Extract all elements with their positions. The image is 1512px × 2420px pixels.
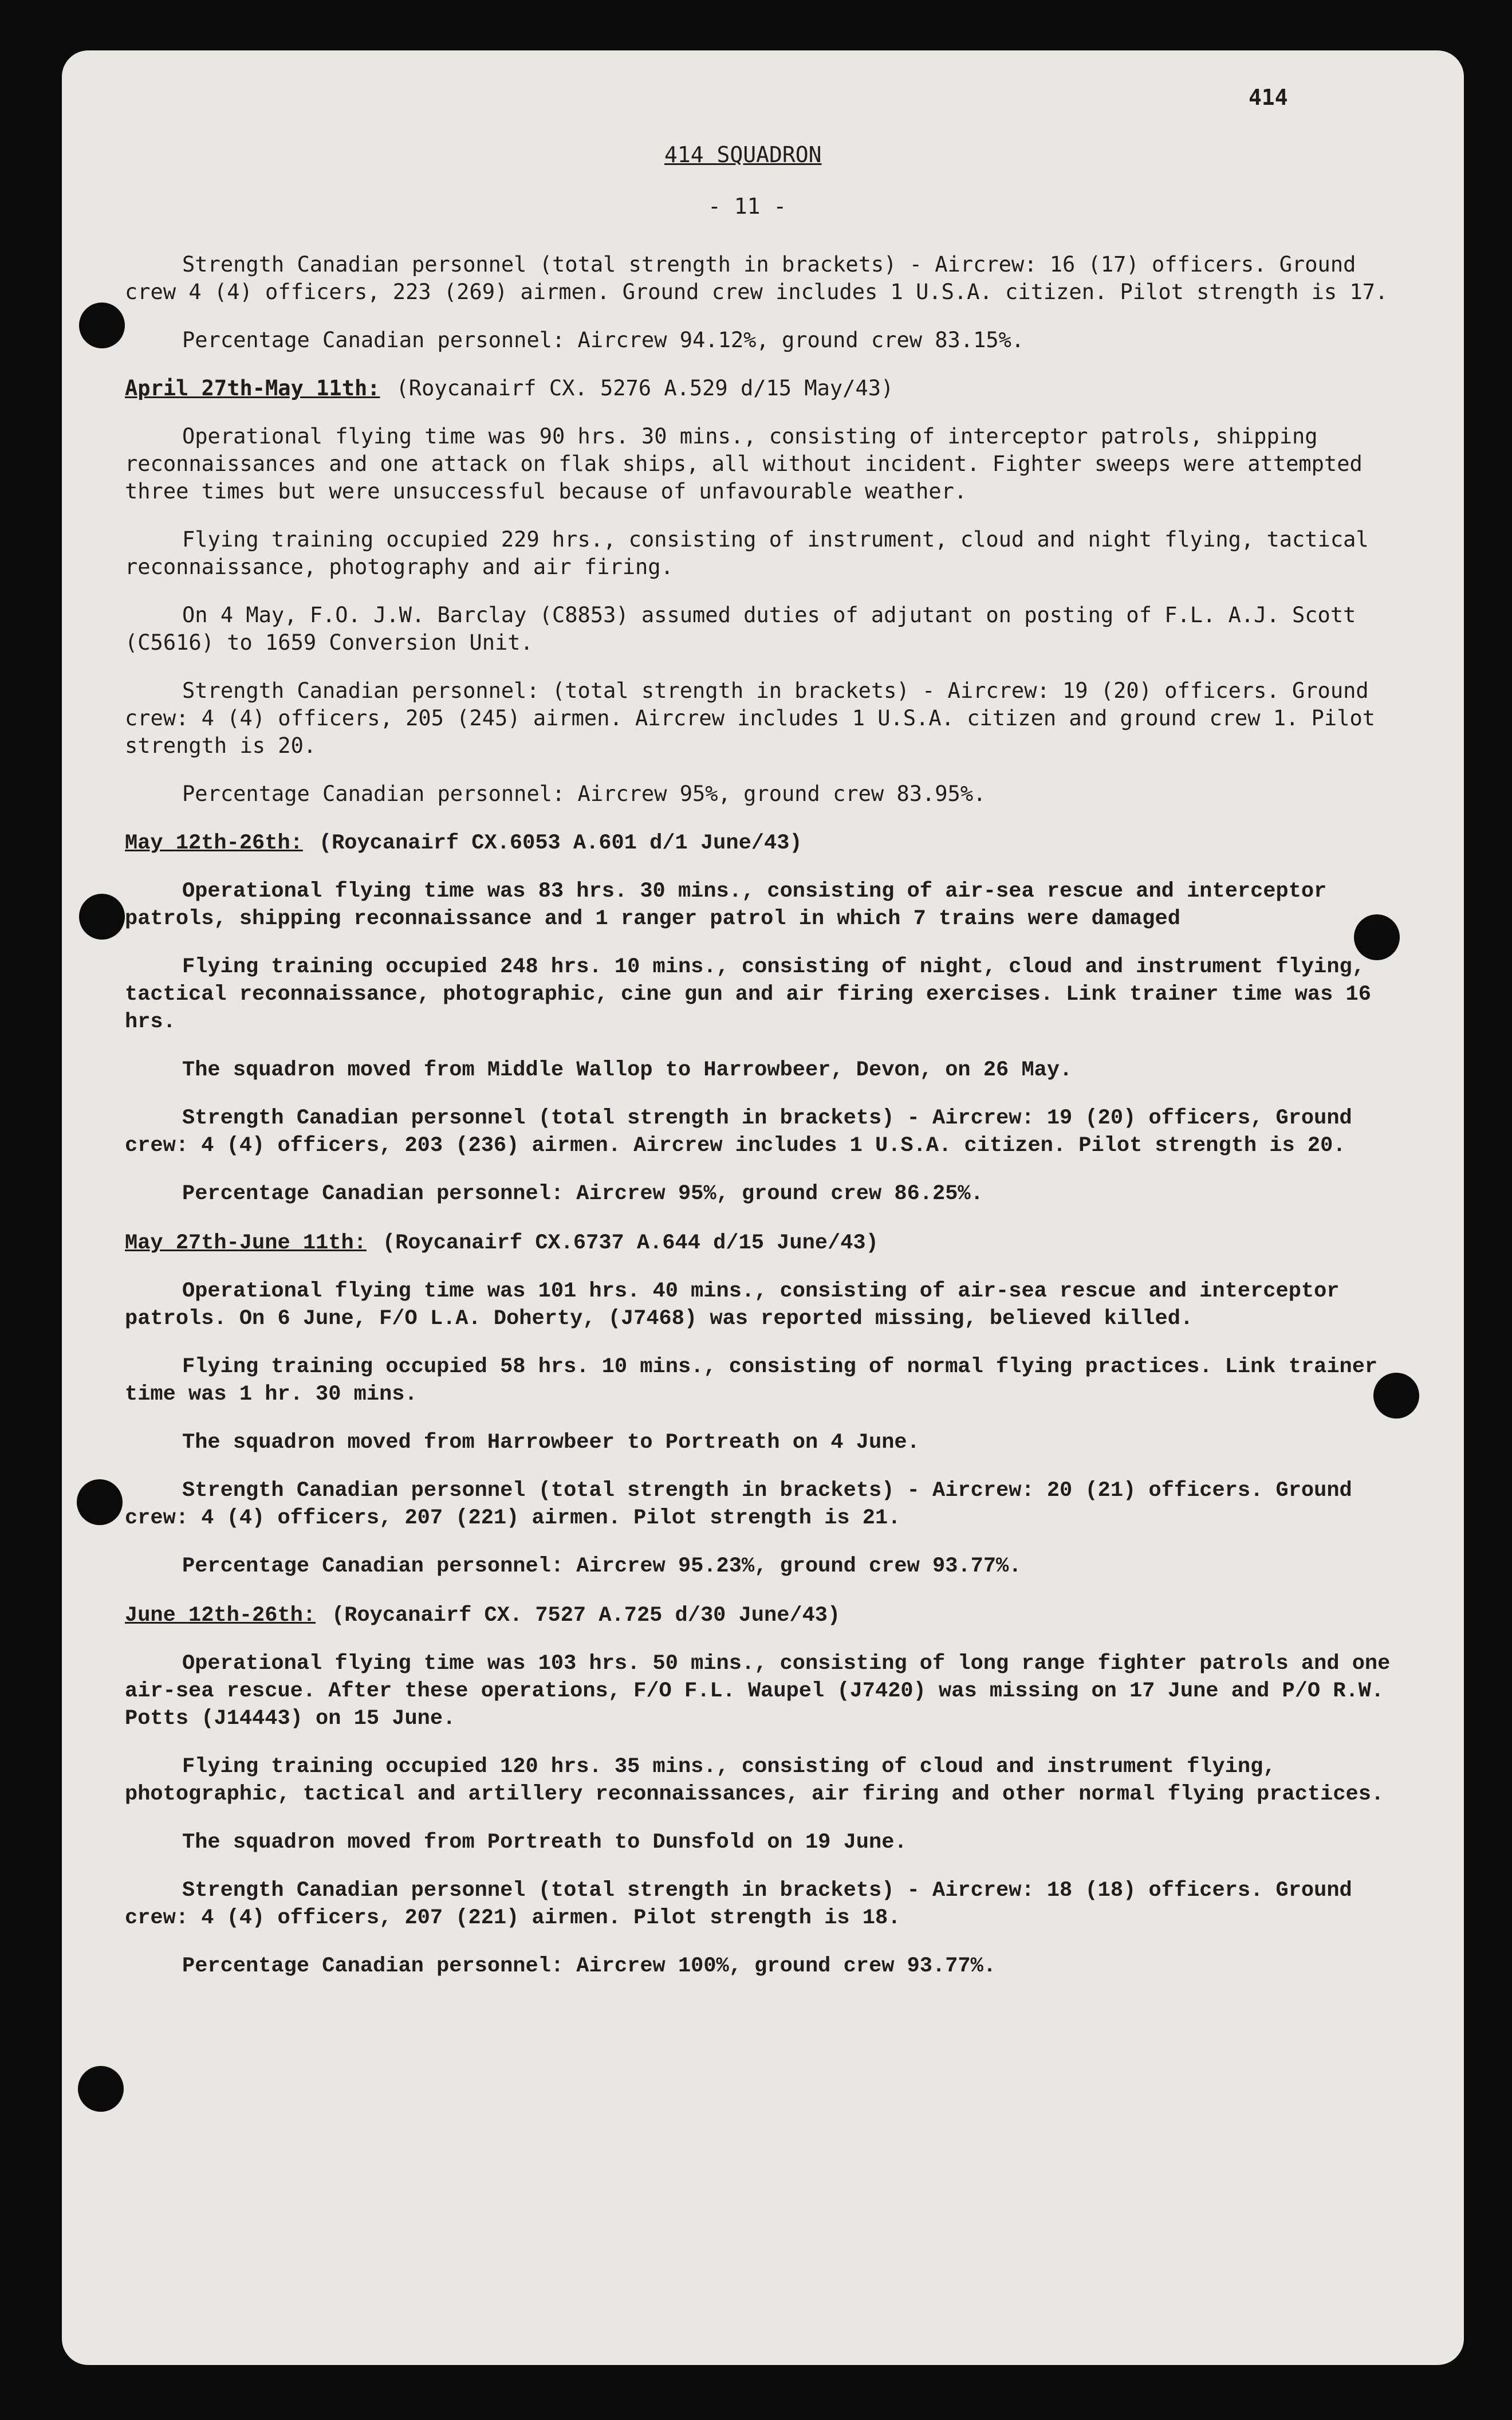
section-paragraph: Flying training occupied 120 hrs. 35 mins., consisting of cloud and instrument flying, photographic, tactical and artillery reconnaissances, air firing and other normal flying practices. <box>125 1755 1384 1806</box>
section-paragraph: Operational flying time was 90 hrs. 30 mins., consisting of interceptor patrols, shipping reconnaissances and one attack on flak ships, all without incident. Fighter sweeps were attempted three times but were unsuccessful because of unfavourable weather. <box>125 424 1363 504</box>
section-paragraph: Flying training occupied 229 hrs., consisting of instrument, cloud and night flying, tactical reconnaissance, photography and air firing. <box>125 527 1369 579</box>
intro-percentage: Percentage Canadian personnel: Aircrew 94.12%, ground crew 83.15%. <box>182 328 1025 352</box>
page-number: 414 <box>1249 85 1288 110</box>
section-heading <box>125 1229 1419 1257</box>
section-ref: (Roycanairf CX. 5276 A.529 d/15 May/43) <box>396 376 894 400</box>
section-heading <box>125 830 1419 857</box>
section-period: April 27th-May 11th: <box>125 376 380 400</box>
section-paragraph: The squadron moved from Middle Wallop to Harrowbeer, Devon, on 26 May. <box>182 1058 1073 1082</box>
section-period: May 12th-26th: <box>125 831 303 855</box>
section-june12-june26 <box>125 1602 1419 1980</box>
section-period: June 12th-26th: <box>125 1604 316 1628</box>
section-paragraph: Flying training occupied 58 hrs. 10 mins., consisting of normal flying practices. Link trainer time was 1 hr. 30 mins. <box>125 1355 1378 1407</box>
section-paragraph: Strength Canadian personnel: (total strength in brackets) - Aircrew: 19 (20) officers. Ground crew: 4 (4) officers, 205 (245) airmen. Aircrew includes 1 U.S.A. citizen and ground crew 1. Pilot strength is 20. <box>125 678 1376 758</box>
section-period: May 27th-June 11th: <box>125 1231 367 1255</box>
section-paragraph: Flying training occupied 248 hrs. 10 mins., consisting of night, cloud and instrument flying, tactical reconnaissance, photographic, cine gun and air firing exercises. Link trainer time was 16 hrs. <box>125 955 1371 1034</box>
section-heading <box>125 375 1419 402</box>
section-paragraph: The squadron moved from Portreath to Dunsfold on 19 June. <box>182 1830 907 1855</box>
document-body <box>125 251 1419 2002</box>
typed-text-area <box>62 50 1464 2365</box>
section-paragraph: Percentage Canadian personnel: Aircrew 95.23%, ground crew 93.77%. <box>182 1554 1022 1578</box>
section-paragraph: Percentage Canadian personnel: Aircrew 100%, ground crew 93.77%. <box>182 1954 997 1978</box>
intro-block <box>125 251 1419 354</box>
section-paragraph: Operational flying time was 101 hrs. 40 mins., consisting of air-sea rescue and interceptor patrols. On 6 June, F/O L.A. Doherty, (J7468) was reported missing, believed killed. <box>125 1279 1340 1331</box>
section-paragraph: Percentage Canadian personnel: Aircrew 95%, ground crew 83.95%. <box>182 781 986 806</box>
section-ref: (Roycanairf CX.6053 A.601 d/1 June/43) <box>318 831 802 855</box>
page-marker: - 11 - <box>708 194 787 219</box>
section-ref: (Roycanairf CX. 7527 A.725 d/30 June/43) <box>332 1604 841 1628</box>
document-page <box>62 50 1464 2365</box>
section-paragraph: On 4 May, F.O. J.W. Barclay (C8853) assumed duties of adjutant on posting of F.L. A.J. Scott (C5616) to 1659 Conversion Unit. <box>125 603 1356 655</box>
page-title: 414 SQUADRON <box>664 142 822 167</box>
section-may12-may26 <box>125 830 1419 1208</box>
section-paragraph: Strength Canadian personnel (total strength in brackets) - Aircrew: 19 (20) officers, Ground crew: 4 (4) officers, 203 (236) airmen. Aircrew includes 1 U.S.A. citizen. Pilot strength is 20. <box>125 1106 1352 1158</box>
intro-strength: Strength Canadian personnel (total strength in brackets) - Aircrew: 16 (17) officers. Ground crew 4 (4) officers, 223 (269) airmen. Ground crew includes 1 U.S.A. citizen. Pilot strength is 17. <box>125 252 1388 304</box>
section-april27-may11 <box>125 375 1419 808</box>
section-heading <box>125 1602 1419 1629</box>
section-paragraph: Percentage Canadian personnel: Aircrew 95%, ground crew 86.25%. <box>182 1182 983 1206</box>
section-paragraph: Strength Canadian personnel (total strength in brackets) - Aircrew: 20 (21) officers. Ground crew: 4 (4) officers, 207 (221) airmen. Pilot strength is 21. <box>125 1479 1352 1530</box>
section-may27-june11 <box>125 1229 1419 1580</box>
section-paragraph: Operational flying time was 103 hrs. 50 mins., consisting of long range fighter patrols and one air-sea rescue. After these operations, F/O F.L. Waupel (J7420) was missing on 17 June and P/O R.W. Potts (J14443) on 15 June. <box>125 1652 1391 1731</box>
section-paragraph: Operational flying time was 83 hrs. 30 mins., consisting of air-sea rescue and interceptor patrols, shipping reconnaissance and 1 ranger patrol in which 7 trains were damaged <box>125 879 1327 931</box>
section-paragraph: The squadron moved from Harrowbeer to Portreath on 4 June. <box>182 1431 920 1455</box>
section-paragraph: Strength Canadian personnel (total strength in brackets) - Aircrew: 18 (18) officers. Ground crew: 4 (4) officers, 207 (221) airmen. Pilot strength is 18. <box>125 1879 1352 1930</box>
section-ref: (Roycanairf CX.6737 A.644 d/15 June/43) <box>382 1231 879 1255</box>
